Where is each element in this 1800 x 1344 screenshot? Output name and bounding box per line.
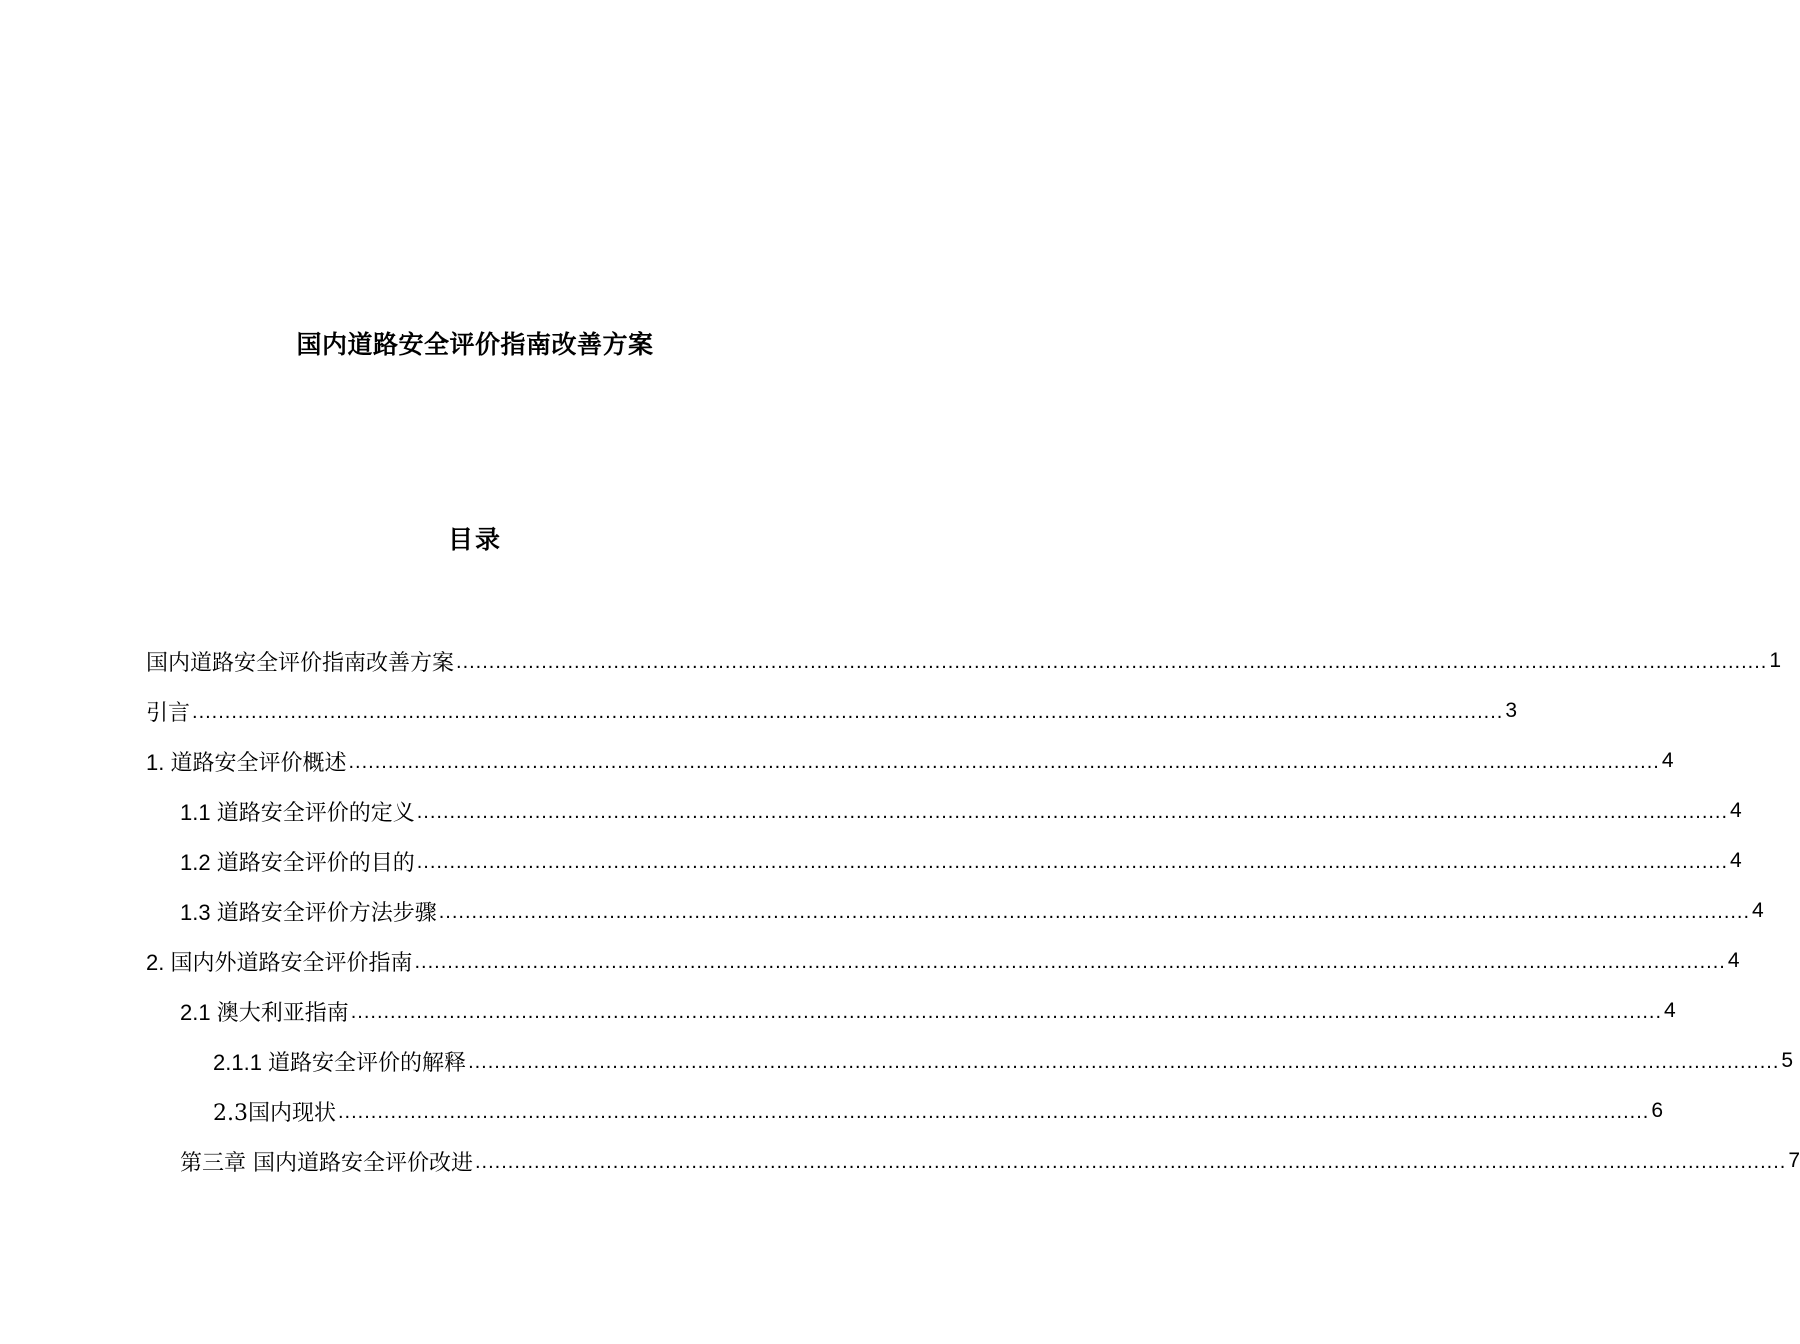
toc-page-number: 4 bbox=[1727, 949, 1740, 972]
document-title: 国内道路安全评价指南改善方案 bbox=[296, 330, 654, 359]
toc-page-number: 4 bbox=[1730, 799, 1742, 822]
toc-entry-title bbox=[180, 896, 437, 927]
toc-page-number: 3 bbox=[1505, 699, 1518, 722]
toc-entry-label: 道路安全评价概述 bbox=[170, 750, 347, 776]
toc-entry[interactable] bbox=[180, 886, 1764, 936]
toc-dot-leader: ........................................................................................................................................................................................................ bbox=[338, 1100, 1650, 1123]
toc-entry-title bbox=[180, 846, 415, 877]
toc-dot-leader: ........................................................................................................................................................................................................ bbox=[192, 700, 1504, 723]
toc-page-number: 4 bbox=[1730, 849, 1742, 872]
toc-entry[interactable] bbox=[213, 1036, 1794, 1086]
toc-entry-label: 道路安全评价的目的 bbox=[216, 850, 415, 876]
toc-dot-leader: ........................................................................................................................................................................................................ bbox=[416, 800, 1729, 823]
toc-page-number: 5 bbox=[1781, 1049, 1794, 1072]
toc-dot-leader: ........................................................................................................................................................................................................ bbox=[350, 1000, 1663, 1023]
toc-entry[interactable] bbox=[146, 636, 1782, 686]
toc-entry-label: 第三章 国内道路安全评价改进 bbox=[180, 1150, 473, 1176]
toc-entry-label: 道路安全评价方法步骤 bbox=[216, 900, 437, 926]
toc-entry-title bbox=[146, 696, 190, 727]
toc-entry-number: 1.3 bbox=[180, 899, 217, 925]
toc-entry[interactable] bbox=[180, 786, 1742, 836]
toc-page-number: 7 bbox=[1788, 1149, 1800, 1172]
toc-entry-number: 2.1.1 bbox=[213, 1049, 269, 1075]
toc-dot-leader: ........................................................................................................................................................................................................ bbox=[438, 900, 1751, 923]
toc-entry[interactable] bbox=[146, 686, 1518, 736]
toc-entry-label: 澳大利亚指南 bbox=[216, 1000, 349, 1026]
toc-dot-leader: ........................................................................................................................................................................................................ bbox=[348, 750, 1660, 773]
toc-entry-title bbox=[180, 996, 349, 1027]
toc-entry-title bbox=[213, 1096, 336, 1127]
toc-dot-leader: ........................................................................................................................................................................................................ bbox=[475, 1150, 1787, 1173]
toc-entry[interactable] bbox=[180, 836, 1742, 886]
toc-page-number: 6 bbox=[1651, 1099, 1664, 1122]
toc-entry-title bbox=[180, 1146, 473, 1177]
toc-entry-label: 道路安全评价的定义 bbox=[216, 800, 415, 826]
toc-entry[interactable] bbox=[180, 1136, 1800, 1186]
toc-page-number: 4 bbox=[1752, 899, 1764, 922]
toc-dot-leader: ........................................................................................................................................................................................................ bbox=[414, 950, 1726, 973]
table-of-contents bbox=[0, 636, 1800, 1186]
toc-entry-title bbox=[180, 796, 415, 827]
toc-dot-leader: ........................................................................................................................................................................................................ bbox=[416, 850, 1729, 873]
toc-entry-label: 道路安全评价的解释 bbox=[268, 1050, 467, 1076]
toc-entry-number: 1.2 bbox=[180, 849, 217, 875]
toc-entry-label: 国内道路安全评价指南改善方案 bbox=[146, 650, 455, 676]
toc-entry-title bbox=[146, 946, 412, 977]
toc-entry[interactable] bbox=[213, 1086, 1664, 1136]
toc-entry-title bbox=[213, 1046, 466, 1077]
toc-entry[interactable] bbox=[146, 936, 1740, 986]
toc-entry-number: 1.1 bbox=[180, 799, 217, 825]
toc-heading: 目录 bbox=[447, 525, 502, 554]
toc-dot-leader: ........................................................................................................................................................................................................ bbox=[468, 1050, 1780, 1073]
toc-page-number: 4 bbox=[1664, 999, 1676, 1022]
toc-dot-leader: ........................................................................................................................................................................................................ bbox=[456, 650, 1768, 673]
toc-entry-label: 引言 bbox=[146, 700, 191, 726]
toc-entry-title bbox=[146, 646, 454, 677]
toc-entry-label: 2.3国内现状 bbox=[213, 1100, 336, 1126]
toc-entry-number: 1. bbox=[146, 749, 171, 775]
toc-entry-number: 2.1 bbox=[180, 999, 217, 1025]
toc-entry[interactable] bbox=[146, 736, 1674, 786]
toc-page-number: 4 bbox=[1661, 749, 1674, 772]
toc-entry[interactable] bbox=[180, 986, 1676, 1036]
toc-entry-title bbox=[146, 746, 346, 777]
toc-entry-label: 国内外道路安全评价指南 bbox=[170, 950, 413, 976]
toc-page-number: 1 bbox=[1769, 649, 1782, 672]
toc-entry-number: 2. bbox=[146, 949, 171, 975]
